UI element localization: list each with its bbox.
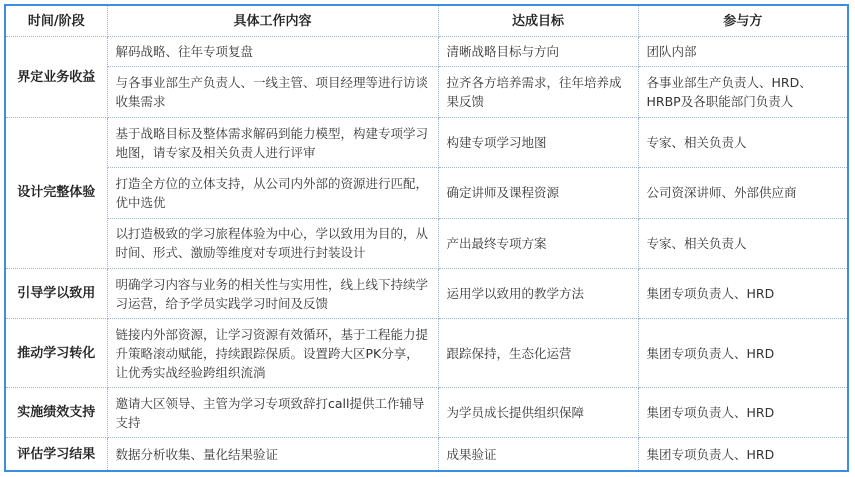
work-plan-table-frame: [4, 4, 849, 472]
party-cell: 集团专项负责人、HRD: [638, 268, 847, 318]
table-row: [6, 117, 847, 167]
table-row: [6, 438, 847, 470]
content-cell: 以打造极致的学习旅程体验为中心，学以致用为目的，从时间、形式、激励等维度对专项进行封装设计: [107, 218, 438, 268]
stage-cell: 引导学以致用: [6, 268, 107, 318]
work-plan-table: [6, 6, 847, 470]
content-cell: 链接内外部资源，让学习资源有效循环，基于工程能力提升策略滚动赋能，持续跟踪保质。设置跨大区PK分享，让优秀实战经验跨组织流淌: [107, 319, 438, 388]
goal-cell: 产出最终专项方案: [438, 218, 638, 268]
header-party: 参与方: [638, 6, 847, 37]
goal-cell: 运用学以致用的教学方法: [438, 268, 638, 318]
stage-cell: 界定业务收益: [6, 37, 107, 118]
table-row: [6, 268, 847, 318]
party-cell: 专家、相关负责人: [638, 117, 847, 167]
table-row: [6, 218, 847, 268]
goal-cell: 清晰战略目标与方向: [438, 37, 638, 67]
content-cell: 邀请大区领导、主管为学习专项致辞打call提供工作辅导支持: [107, 387, 438, 437]
goal-cell: 确定讲师及课程资源: [438, 168, 638, 218]
header-stage: 时间/阶段: [6, 6, 107, 37]
goal-cell: 构建专项学习地图: [438, 117, 638, 167]
table-row: [6, 168, 847, 218]
party-cell: 集团专项负责人、HRD: [638, 438, 847, 470]
stage-cell: 实施绩效支持: [6, 387, 107, 437]
stage-cell: 设计完整体验: [6, 117, 107, 268]
goal-cell: 跟踪保持，生态化运营: [438, 319, 638, 388]
party-cell: 公司资深讲师、外部供应商: [638, 168, 847, 218]
party-cell: 各事业部生产负责人、HRD、HRBP及各职能部门负责人: [638, 67, 847, 117]
header-content: 具体工作内容: [107, 6, 438, 37]
content-cell: 明确学习内容与业务的相关性与实用性，线上线下持续学习运营，给予学员实践学习时间及反馈: [107, 268, 438, 318]
goal-cell: 为学员成长提供组织保障: [438, 387, 638, 437]
party-cell: 专家、相关负责人: [638, 218, 847, 268]
content-cell: 打造全方位的立体支持，从公司内外部的资源进行匹配，优中选优: [107, 168, 438, 218]
stage-cell: 推动学习转化: [6, 319, 107, 388]
table-row: [6, 37, 847, 67]
content-cell: 与各事业部生产负责人、一线主管、项目经理等进行访谈收集需求: [107, 67, 438, 117]
header-goal: 达成目标: [438, 6, 638, 37]
party-cell: 团队内部: [638, 37, 847, 67]
content-cell: 解码战略、往年专项复盘: [107, 37, 438, 67]
party-cell: 集团专项负责人、HRD: [638, 387, 847, 437]
table-row: [6, 67, 847, 117]
table-row: [6, 387, 847, 437]
goal-cell: 拉齐各方培养需求，往年培养成果反馈: [438, 67, 638, 117]
content-cell: 基于战略目标及整体需求解码到能力模型，构建专项学习地图，请专家及相关负责人进行评审: [107, 117, 438, 167]
table-row: [6, 319, 847, 388]
party-cell: 集团专项负责人、HRD: [638, 319, 847, 388]
stage-cell: 评估学习结果: [6, 438, 107, 470]
goal-cell: 成果验证: [438, 438, 638, 470]
table-header-row: [6, 6, 847, 37]
content-cell: 数据分析收集、量化结果验证: [107, 438, 438, 470]
